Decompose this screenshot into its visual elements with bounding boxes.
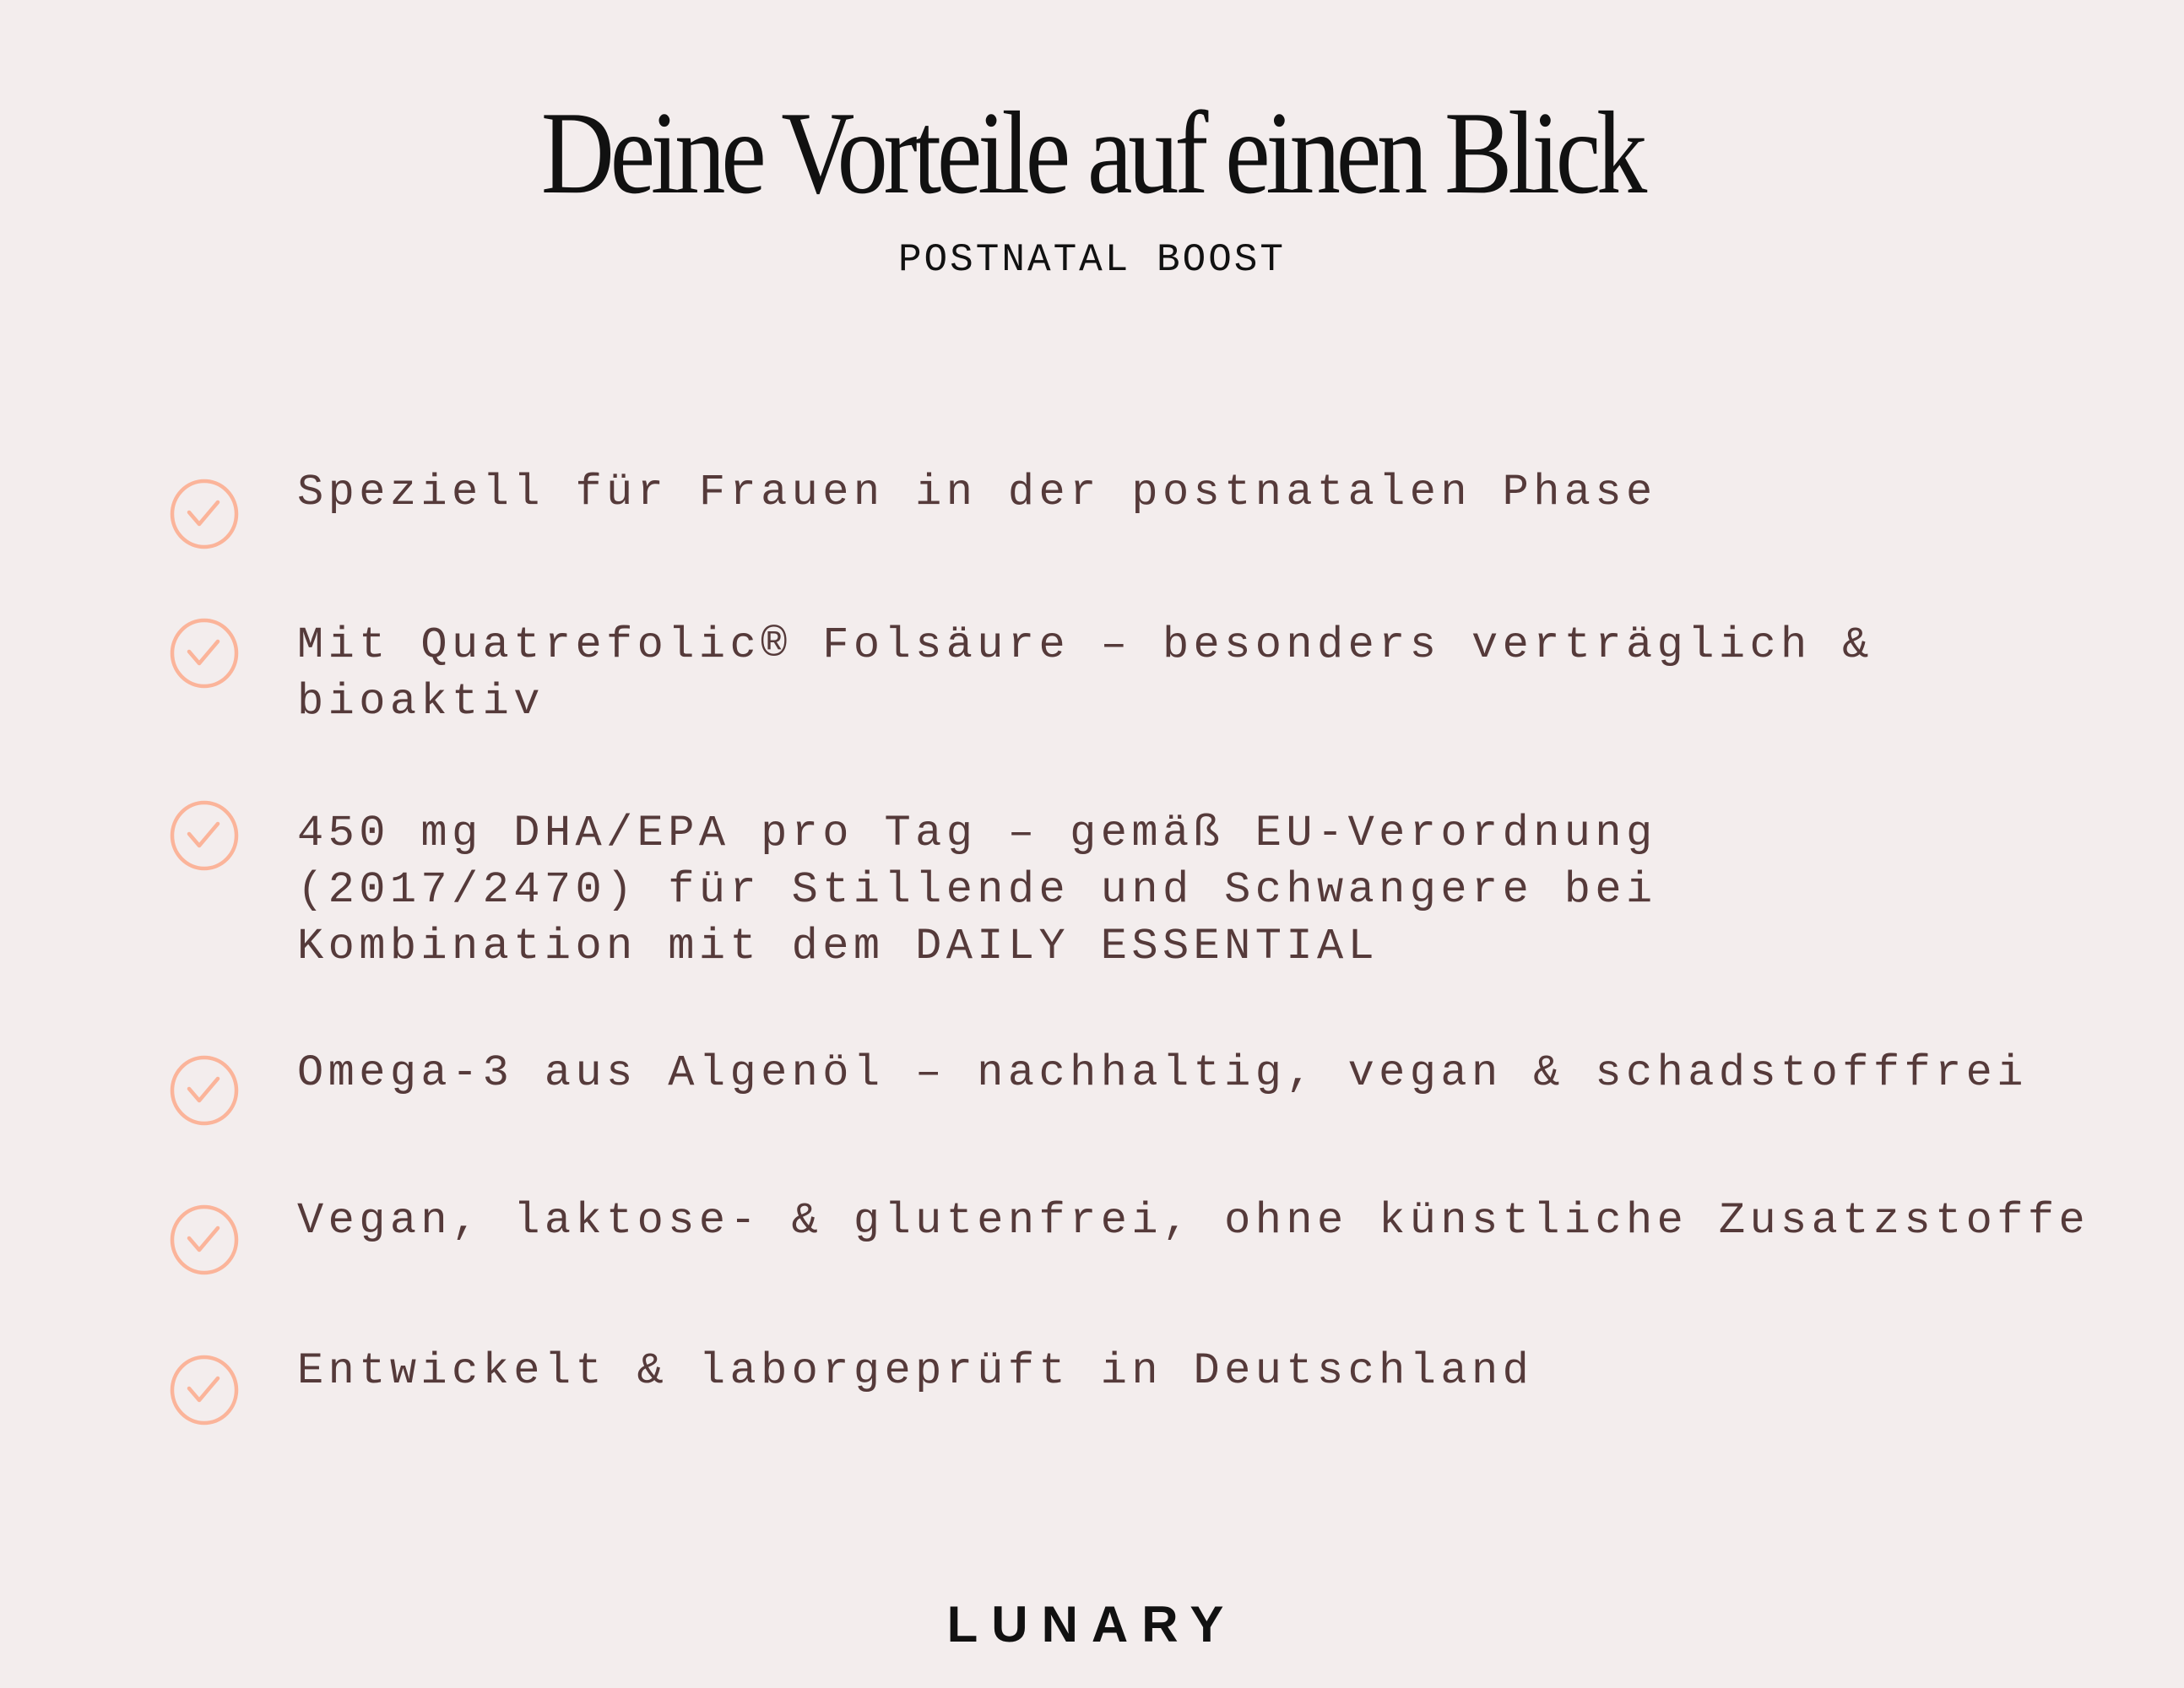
check-circle-icon: [169, 1055, 240, 1126]
product-subtitle: POSTNATAL BOOST: [897, 238, 1287, 282]
benefit-text: [297, 464, 1657, 521]
benefit-line: (2017/2470) für Stillende und Schwangere bei: [297, 865, 1657, 915]
check-circle-icon: [169, 479, 240, 549]
page-title: Deine Vorteile auf einen Blick: [540, 88, 1644, 219]
benefit-line: 450 mg DHA/EPA pro Tag – gemäß EU-Verordnung: [297, 809, 1657, 858]
check-circle-icon: [169, 1355, 240, 1426]
benefit-line: Mit Quatrefolic® Folsäure – besonders verträglich &: [297, 620, 1873, 670]
benefit-text: [297, 1045, 2028, 1101]
benefit-text: [297, 1343, 1533, 1399]
brand-logo: LUNARY: [946, 1596, 1238, 1653]
benefit-line: bioaktiv: [297, 677, 545, 727]
benefit-line: Vegan, laktose- & glutenfrei, ohne künstliche Zusatzstoffe: [297, 1196, 2090, 1246]
check-circle-icon: [169, 618, 240, 689]
benefit-line: Entwickelt & laborgeprüft in Deutschland: [297, 1346, 1534, 1396]
benefit-line: Speziell für Frauen in der postnatalen Phase: [297, 468, 1657, 517]
benefit-text: [297, 1193, 2089, 1249]
check-circle-icon: [169, 800, 240, 871]
benefit-text: [297, 805, 1657, 975]
check-circle-icon: [169, 1204, 240, 1275]
benefit-line: Omega-3 aus Algenöl – nachhaltig, vegan & schadstofffrei: [297, 1048, 2028, 1098]
benefit-text: [297, 617, 1873, 730]
benefit-line: Kombination mit dem DAILY ESSENTIAL: [297, 922, 1379, 971]
